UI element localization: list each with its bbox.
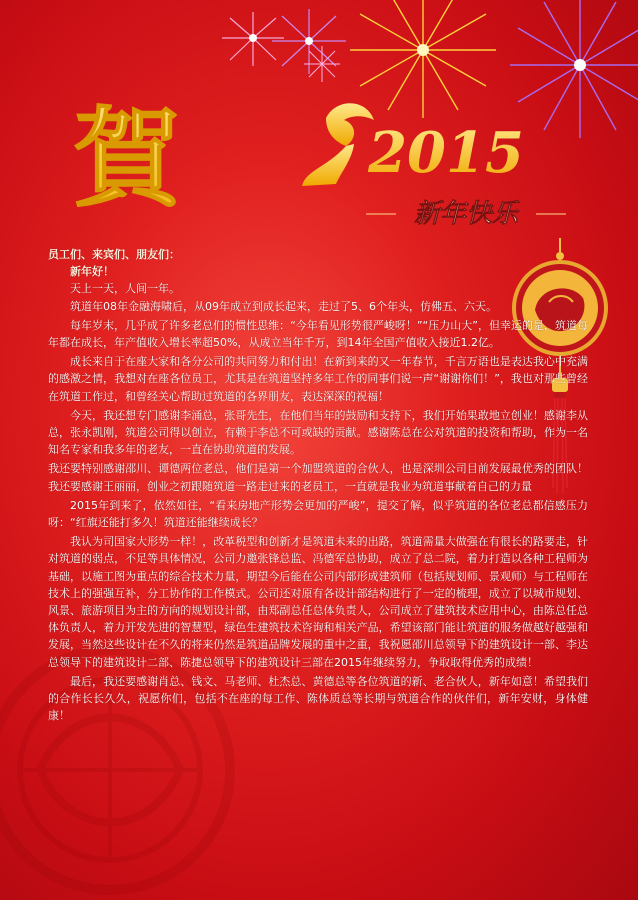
paragraph-6: 我还要特别感谢邵川、谭德两位老总，他们是第一个加盟筑道的合伙人，也是深圳公司目前发展最优秀的团队！我还要感谢王丽丽，创业之初跟随筑道一路走过来的老员工，一直就是我业为筑道事献着自己的力量 xyxy=(48,462,588,493)
paragraph-5: 今天，我还想专门感谢李涌总，张哥先生，在他们当年的鼓励和支持下，我们开始果敢地立创业！感谢李从总，张永凯刚，筑道公司得以创立，有赖于李总不可或缺的贡献。感谢陈总在公对筑道的投资和帮助，作为一名知名专家和我多年的老友，一直在协助筑道的发展。 xyxy=(48,408,588,457)
goat-head-icon xyxy=(326,103,374,146)
paragraph-1: 天上一天，人间一年。 xyxy=(70,282,180,296)
paragraph-7: 2015年到来了，依然如往，“看来房地产形势会更加的严峻”，提交了解，似乎筑道的各位老总都信感压力呀：“红旗还能打多久！筑道还能继续成长？ xyxy=(48,498,588,530)
letter-body xyxy=(48,246,588,724)
he-character xyxy=(72,96,182,216)
paragraph-3: 每年岁末，几乎成了许多老总们的惯性思维：“今年看见形势很严峻呀！”“压力山大”，但幸运的是，筑道每年都在成长，年产值收入增长率超50%，从成立当年千万，到14年全国产值收入接近1.2亿。 xyxy=(48,318,588,350)
he-character-text: 賀 xyxy=(72,96,182,216)
happy-new-year-script xyxy=(366,196,566,230)
paragraph-8: 我认为司国家大形势一样！，改革税型和创新才是筑道未来的出路，筑道需量大做强在有很长的路要走，针对筑道的弱点，不足等具体情况，公司力邀张锋总监、冯德军总协助，成立了总二院，着力打造以各种工程师为基础，以施工图为重点的综合技术力量，期望今后能在公司内部形成建筑师（包括规划师、景观师）与工程师在技术上的强强互补，分工协作的工作模式。公司还对原有各设计部结构进行了一定的梳理，成立了以城市规划、风景、旅游项目为主的方向的规划设计部，由郑副总任总体负责人，公司成立了建筑技术应用中心，由陈总任总体负责人，着力开发先进的智慧型，绿色生建筑技术咨询和相关产品，希望该部门能让筑道的服务做越好越强和发展，当然这些设计在不久的将来仍然是筑道品牌发展的重中之重，我祝愿邵川总领导下的建筑设计一部、李达总领导下的建筑设计二部、陈捷总领导下的建筑设计三部在2015年继续努力，争取取得优秀的成绩！ xyxy=(48,535,588,669)
greeting-text: 新年快乐 xyxy=(413,199,519,229)
year-text: 2015 xyxy=(368,120,524,186)
new-year-greeting: 新年好！ xyxy=(70,265,114,279)
firework-pink-small xyxy=(300,44,344,84)
paragraph-2: 筑道年08年金融海啸后，从09年成立到成长起来，走过了5、6个年头，仿佛五、六天。 xyxy=(70,299,497,313)
salutation: 员工们、来宾们、朋友们： xyxy=(48,248,180,261)
paragraph-9: 最后，我还要感谢肖总、钱文、马老师、杜杰总、黄德总等各位筑道的新、老合伙人，新年如意！希望我们的合作长长久久，祝愿你们，包括不在座的每工作、陈体质总等长期与筑道合作的伙伴们，新年安财，身体健康！ xyxy=(48,674,588,723)
year-2015-logo xyxy=(296,98,536,198)
paragraph-4: 成长来自于在座大家和各分公司的共同努力和付出！在新到来的又一年春节，千言万语也是表达我心中充满的感激之情，我想对在座各位员工，尤其是在筑道坚持多年工作的同事们说一声“谢谢你们！”，我也对那些曾经在筑道工作过，和曾经关心帮助过筑道的各界朋友，表达深深的祝福！ xyxy=(48,355,588,403)
